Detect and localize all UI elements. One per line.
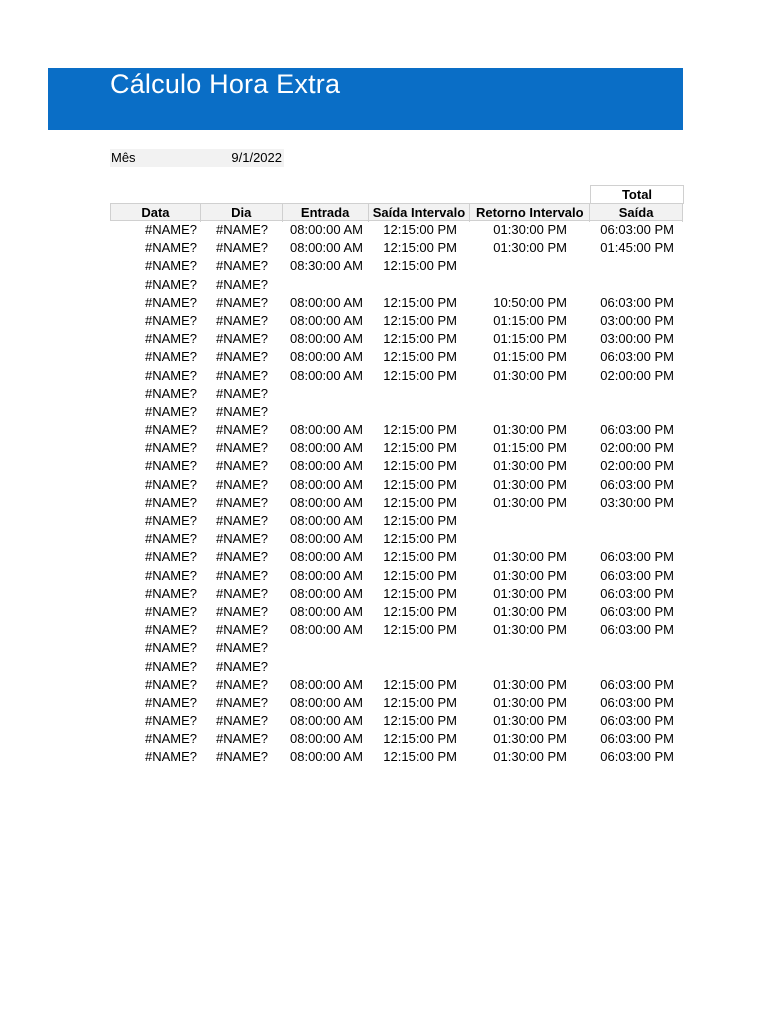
table-row	[110, 548, 683, 566]
cell-saida-intervalo[interactable]: 12:15:00 PM	[383, 749, 457, 765]
cell-saida-intervalo[interactable]: 12:15:00 PM	[383, 713, 457, 729]
cell-entrada[interactable]	[282, 385, 368, 403]
cell-data[interactable]: #NAME?	[144, 294, 197, 310]
cell-entrada[interactable]: 08:00:00 AM	[290, 240, 363, 256]
cell-saida[interactable]: 06:03:00 PM	[600, 422, 674, 438]
cell-saida[interactable]: 06:03:00 PM	[600, 294, 674, 310]
cell-saida[interactable]: 06:03:00 PM	[600, 476, 674, 492]
cell-retorno-intervalo[interactable]: 01:15:00 PM	[493, 331, 567, 347]
table-row	[110, 530, 683, 548]
cell-retorno-intervalo[interactable]: 01:30:00 PM	[493, 676, 567, 692]
table-row	[110, 603, 683, 621]
cell-saida-intervalo[interactable]	[368, 403, 470, 421]
cell-saida-intervalo[interactable]: 12:15:00 PM	[383, 531, 457, 547]
table-row	[110, 457, 683, 475]
cell-saida[interactable]	[590, 658, 683, 676]
cell-entrada[interactable]: 08:00:00 AM	[290, 694, 363, 710]
cell-saida[interactable]	[590, 639, 683, 657]
cell-dia[interactable]: #NAME?	[216, 567, 269, 583]
cell-data[interactable]: #NAME?	[144, 603, 197, 619]
cell-retorno-intervalo[interactable]: 01:15:00 PM	[493, 440, 567, 456]
cell-retorno-intervalo[interactable]: 10:50:00 PM	[493, 294, 567, 310]
cell-dia[interactable]: #NAME?	[216, 658, 269, 674]
cell-data[interactable]: #NAME?	[144, 713, 197, 729]
cell-saida-intervalo[interactable]: 12:15:00 PM	[383, 440, 457, 456]
cell-saida-intervalo[interactable]: 12:15:00 PM	[383, 513, 457, 528]
cell-data[interactable]: #NAME?	[144, 422, 197, 438]
cell-entrada[interactable]	[282, 403, 368, 421]
cell-saida[interactable]: 03:30:00 PM	[600, 494, 674, 510]
cell-data[interactable]: #NAME?	[144, 403, 197, 419]
cell-entrada[interactable]: 08:00:00 AM	[290, 422, 363, 438]
cell-data[interactable]: #NAME?	[144, 567, 197, 583]
table-row	[110, 748, 683, 766]
cell-dia[interactable]: #NAME?	[216, 458, 269, 474]
cell-entrada[interactable]	[282, 639, 368, 657]
cell-entrada[interactable]: 08:00:00 AM	[290, 713, 363, 729]
cell-entrada[interactable]: 08:00:00 AM	[290, 731, 363, 747]
cell-dia[interactable]: #NAME?	[216, 331, 269, 347]
cell-dia[interactable]: #NAME?	[216, 549, 269, 565]
cell-saida[interactable]	[590, 257, 683, 275]
table-row	[110, 330, 683, 348]
cell-saida[interactable]: 06:03:00 PM	[600, 349, 674, 365]
cell-entrada[interactable]: 08:00:00 AM	[290, 603, 363, 619]
cell-entrada[interactable]: 08:00:00 AM	[290, 531, 363, 547]
table-row	[110, 730, 683, 748]
cell-dia[interactable]: #NAME?	[216, 349, 269, 365]
cell-retorno-intervalo[interactable]	[470, 512, 590, 530]
cell-retorno-intervalo[interactable]	[470, 639, 590, 657]
table-row	[110, 512, 683, 530]
cell-retorno-intervalo[interactable]	[470, 530, 590, 548]
cell-saida[interactable]: 06:03:00 PM	[600, 222, 674, 237]
cell-data[interactable]: #NAME?	[144, 622, 197, 638]
cell-saida[interactable]: 06:03:00 PM	[600, 713, 674, 729]
cell-dia[interactable]: #NAME?	[216, 258, 269, 274]
cell-dia[interactable]: #NAME?	[216, 749, 269, 765]
table-row	[110, 239, 683, 257]
cell-entrada[interactable]: 08:00:00 AM	[290, 222, 363, 237]
cell-saida[interactable]	[590, 512, 683, 530]
cell-retorno-intervalo[interactable]: 01:15:00 PM	[493, 312, 567, 328]
title-banner	[48, 68, 683, 130]
month-value-cell[interactable]: 9/1/2022	[200, 149, 284, 167]
table-header-row	[110, 203, 683, 221]
column-header-saida: Saída	[590, 204, 683, 222]
cell-dia[interactable]: #NAME?	[216, 531, 269, 547]
cell-entrada[interactable]: 08:00:00 AM	[290, 294, 363, 310]
cell-saida-intervalo[interactable]: 12:15:00 PM	[383, 331, 457, 347]
cell-saida-intervalo[interactable]: 12:15:00 PM	[383, 676, 457, 692]
cell-data[interactable]: #NAME?	[144, 258, 197, 274]
cell-saida[interactable]: 02:00:00 PM	[600, 458, 674, 474]
cell-entrada[interactable]: 08:00:00 AM	[290, 676, 363, 692]
table-row	[110, 421, 683, 439]
cell-saida-intervalo[interactable]	[368, 658, 470, 676]
cell-retorno-intervalo[interactable]: 01:30:00 PM	[493, 476, 567, 492]
table-row	[110, 348, 683, 366]
cell-retorno-intervalo[interactable]: 01:30:00 PM	[493, 713, 567, 729]
cell-retorno-intervalo[interactable]	[470, 276, 590, 294]
table-row	[110, 276, 683, 294]
cell-data[interactable]: #NAME?	[144, 640, 197, 656]
cell-data[interactable]: #NAME?	[144, 458, 197, 474]
table-row	[110, 567, 683, 585]
table-row	[110, 694, 683, 712]
cell-saida-intervalo[interactable]: 12:15:00 PM	[383, 494, 457, 510]
table-row	[110, 639, 683, 657]
cell-saida[interactable]: 02:00:00 PM	[600, 440, 674, 456]
cell-saida[interactable]: 06:03:00 PM	[600, 549, 674, 565]
cell-entrada[interactable]: 08:30:00 AM	[290, 258, 363, 274]
total-header: Total	[590, 185, 684, 204]
cell-retorno-intervalo[interactable]: 01:30:00 PM	[493, 603, 567, 619]
table-row	[110, 712, 683, 730]
cell-entrada[interactable]: 08:00:00 AM	[290, 367, 363, 383]
cell-data[interactable]: #NAME?	[144, 658, 197, 674]
cell-saida-intervalo[interactable]: 12:15:00 PM	[383, 476, 457, 492]
cell-retorno-intervalo[interactable]: 01:30:00 PM	[493, 494, 567, 510]
cell-data[interactable]: #NAME?	[144, 385, 197, 401]
table-row	[110, 294, 683, 312]
cell-retorno-intervalo[interactable]: 01:30:00 PM	[493, 694, 567, 710]
cell-data[interactable]: #NAME?	[144, 694, 197, 710]
cell-dia[interactable]: #NAME?	[216, 276, 269, 292]
cell-saida-intervalo[interactable]	[368, 385, 470, 403]
cell-saida-intervalo[interactable]: 12:15:00 PM	[383, 222, 457, 237]
table-row	[110, 221, 683, 239]
cell-entrada[interactable]	[282, 658, 368, 676]
cell-saida[interactable]: 06:03:00 PM	[600, 622, 674, 638]
cell-dia[interactable]: #NAME?	[216, 440, 269, 456]
cell-dia[interactable]: #NAME?	[216, 385, 269, 401]
cell-data[interactable]: #NAME?	[144, 494, 197, 510]
cell-data[interactable]: #NAME?	[144, 749, 197, 765]
cell-saida-intervalo[interactable]: 12:15:00 PM	[383, 694, 457, 710]
column-header-saida-intervalo: Saída Intervalo	[369, 204, 471, 222]
cell-saida[interactable]: 06:03:00 PM	[600, 749, 674, 765]
cell-dia[interactable]: #NAME?	[216, 513, 269, 528]
table-row	[110, 476, 683, 494]
table-row	[110, 658, 683, 676]
cell-dia[interactable]: #NAME?	[216, 676, 269, 692]
cell-saida-intervalo[interactable]: 12:15:00 PM	[383, 567, 457, 583]
cell-data[interactable]: #NAME?	[144, 240, 197, 256]
cell-entrada[interactable]: 08:00:00 AM	[290, 549, 363, 565]
cell-retorno-intervalo[interactable]	[470, 257, 590, 275]
cell-data[interactable]: #NAME?	[144, 312, 197, 328]
cell-saida-intervalo[interactable]: 12:15:00 PM	[383, 603, 457, 619]
cell-data[interactable]: #NAME?	[144, 440, 197, 456]
cell-saida-intervalo[interactable]: 12:15:00 PM	[383, 422, 457, 438]
cell-saida[interactable]: 06:03:00 PM	[600, 567, 674, 583]
cell-retorno-intervalo[interactable]: 01:30:00 PM	[493, 731, 567, 747]
cell-entrada[interactable]: 08:00:00 AM	[290, 331, 363, 347]
cell-dia[interactable]: #NAME?	[216, 640, 269, 656]
cell-saida-intervalo[interactable]: 12:15:00 PM	[383, 312, 457, 328]
cell-saida[interactable]: 06:03:00 PM	[600, 731, 674, 747]
table-row	[110, 621, 683, 639]
page-title: Cálculo Hora Extra	[110, 69, 341, 99]
cell-dia[interactable]: #NAME?	[216, 694, 269, 710]
cell-dia[interactable]: #NAME?	[216, 476, 269, 492]
cell-data[interactable]: #NAME?	[144, 476, 197, 492]
cell-saida-intervalo[interactable]: 12:15:00 PM	[383, 549, 457, 565]
cell-entrada[interactable]: 08:00:00 AM	[290, 312, 363, 328]
cell-retorno-intervalo[interactable]: 01:30:00 PM	[493, 749, 567, 765]
month-label: Mês	[110, 149, 201, 167]
cell-saida-intervalo[interactable]: 12:15:00 PM	[383, 258, 457, 274]
column-header-retorno-intervalo: Retorno Intervalo	[470, 204, 590, 222]
cell-data[interactable]: #NAME?	[144, 731, 197, 747]
cell-retorno-intervalo[interactable]	[470, 658, 590, 676]
cell-saida[interactable]	[590, 530, 683, 548]
cell-data[interactable]: #NAME?	[144, 331, 197, 347]
cell-data[interactable]: #NAME?	[144, 531, 197, 547]
cell-saida[interactable]: 06:03:00 PM	[600, 676, 674, 692]
column-header-dia: Dia	[201, 204, 283, 222]
cell-entrada[interactable]: 08:00:00 AM	[290, 585, 363, 601]
cell-entrada[interactable]: 08:00:00 AM	[290, 749, 363, 765]
cell-retorno-intervalo[interactable]: 01:30:00 PM	[493, 622, 567, 638]
cell-dia[interactable]: #NAME?	[216, 294, 269, 310]
cell-entrada[interactable]: 08:00:00 AM	[290, 622, 363, 638]
cell-entrada[interactable]	[282, 276, 368, 294]
cell-saida[interactable]	[590, 385, 683, 403]
cell-data[interactable]: #NAME?	[144, 676, 197, 692]
cell-data[interactable]: #NAME?	[144, 349, 197, 365]
cell-dia[interactable]: #NAME?	[216, 603, 269, 619]
cell-saida[interactable]: 06:03:00 PM	[600, 585, 674, 601]
cell-data[interactable]: #NAME?	[144, 222, 197, 237]
cell-dia[interactable]: #NAME?	[216, 422, 269, 438]
cell-saida-intervalo[interactable]: 12:15:00 PM	[383, 294, 457, 310]
cell-saida[interactable]: 06:03:00 PM	[600, 603, 674, 619]
cell-entrada[interactable]: 08:00:00 AM	[290, 440, 363, 456]
cell-retorno-intervalo[interactable]: 01:30:00 PM	[493, 367, 567, 383]
column-header-data: Data	[111, 204, 201, 222]
cell-retorno-intervalo[interactable]: 01:30:00 PM	[493, 549, 567, 565]
table-body	[110, 221, 683, 767]
table-row	[110, 676, 683, 694]
cell-data[interactable]: #NAME?	[144, 276, 197, 292]
cell-entrada[interactable]: 08:00:00 AM	[290, 349, 363, 365]
table-row	[110, 494, 683, 512]
cell-retorno-intervalo[interactable]	[470, 385, 590, 403]
cell-retorno-intervalo[interactable]: 01:30:00 PM	[493, 422, 567, 438]
column-header-entrada: Entrada	[283, 204, 369, 222]
cell-saida[interactable]: 01:45:00 PM	[600, 240, 674, 256]
cell-dia[interactable]: #NAME?	[216, 585, 269, 601]
table-row	[110, 403, 683, 421]
cell-dia[interactable]: #NAME?	[216, 731, 269, 747]
cell-data[interactable]: #NAME?	[144, 367, 197, 383]
cell-dia[interactable]: #NAME?	[216, 403, 269, 419]
cell-entrada[interactable]: 08:00:00 AM	[290, 458, 363, 474]
table-row	[110, 367, 683, 385]
cell-saida[interactable]: 03:00:00 PM	[600, 331, 674, 347]
cell-saida-intervalo[interactable]: 12:15:00 PM	[383, 731, 457, 747]
cell-entrada[interactable]: 08:00:00 AM	[290, 476, 363, 492]
cell-retorno-intervalo[interactable]: 01:30:00 PM	[493, 222, 567, 237]
cell-retorno-intervalo[interactable]: 01:30:00 PM	[493, 240, 567, 256]
cell-retorno-intervalo[interactable]: 01:30:00 PM	[493, 567, 567, 583]
cell-dia[interactable]: #NAME?	[216, 713, 269, 729]
cell-dia[interactable]: #NAME?	[216, 240, 269, 256]
cell-saida[interactable]: 03:00:00 PM	[600, 312, 674, 328]
cell-dia[interactable]: #NAME?	[216, 494, 269, 510]
cell-saida-intervalo[interactable]: 12:15:00 PM	[383, 458, 457, 474]
cell-saida-intervalo[interactable]	[368, 276, 470, 294]
cell-retorno-intervalo[interactable]	[470, 403, 590, 421]
cell-dia[interactable]: #NAME?	[216, 222, 269, 237]
cell-dia[interactable]: #NAME?	[216, 312, 269, 328]
table-row	[110, 257, 683, 275]
cell-data[interactable]: #NAME?	[144, 513, 197, 528]
cell-saida-intervalo[interactable]: 12:15:00 PM	[383, 622, 457, 638]
cell-data[interactable]: #NAME?	[144, 585, 197, 601]
cell-saida-intervalo[interactable]: 12:15:00 PM	[383, 349, 457, 365]
cell-entrada[interactable]: 08:00:00 AM	[290, 567, 363, 583]
cell-retorno-intervalo[interactable]: 01:30:00 PM	[493, 458, 567, 474]
cell-saida[interactable]	[590, 276, 683, 294]
cell-retorno-intervalo[interactable]: 01:30:00 PM	[493, 585, 567, 601]
cell-saida-intervalo[interactable]	[368, 639, 470, 657]
table-row	[110, 385, 683, 403]
cell-entrada[interactable]: 08:00:00 AM	[290, 494, 363, 510]
cell-saida[interactable]	[590, 403, 683, 421]
cell-saida-intervalo[interactable]: 12:15:00 PM	[383, 367, 457, 383]
cell-saida-intervalo[interactable]: 12:15:00 PM	[383, 240, 457, 256]
cell-dia[interactable]: #NAME?	[216, 622, 269, 638]
cell-data[interactable]: #NAME?	[144, 549, 197, 565]
cell-saida[interactable]: 02:00:00 PM	[600, 367, 674, 383]
table-row	[110, 439, 683, 457]
cell-dia[interactable]: #NAME?	[216, 367, 269, 383]
cell-saida-intervalo[interactable]: 12:15:00 PM	[383, 585, 457, 601]
table-row	[110, 585, 683, 603]
cell-retorno-intervalo[interactable]: 01:15:00 PM	[493, 349, 567, 365]
table-row	[110, 312, 683, 330]
cell-saida[interactable]: 06:03:00 PM	[600, 694, 674, 710]
cell-entrada[interactable]: 08:00:00 AM	[290, 513, 363, 528]
